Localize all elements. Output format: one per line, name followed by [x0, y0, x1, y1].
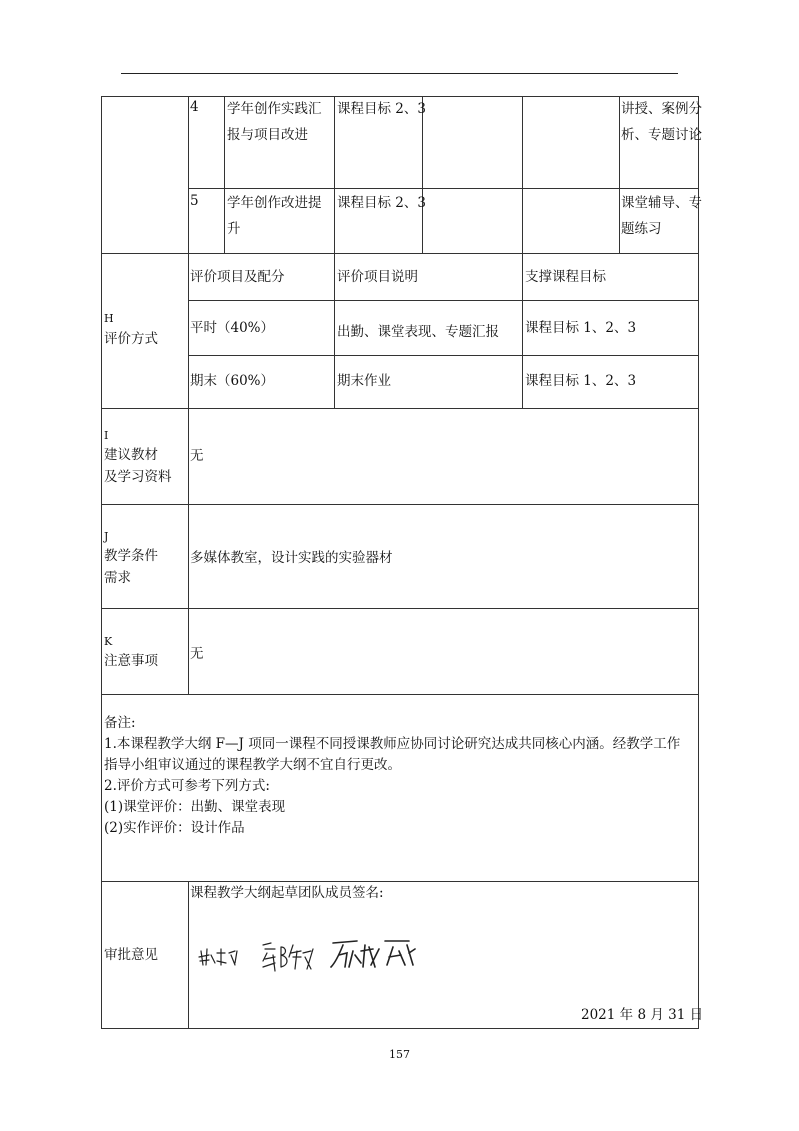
team-signatures: [193, 931, 453, 981]
notes-label: [104, 634, 158, 672]
evaluation-cell: 期末（60%）: [190, 373, 275, 389]
evaluation-cell: 课程目标 1、2、3: [525, 373, 637, 389]
method-line: 课堂辅导、专: [621, 195, 702, 211]
signature-prompt: 课程教学大纲起草团队成员签名:: [190, 885, 384, 901]
evaluation-header: 支撑课程目标: [525, 269, 606, 285]
method-line: 析、专题讨论: [621, 127, 702, 143]
schedule-row-method: [621, 190, 702, 242]
method-line: 讲授、案例分: [621, 101, 702, 117]
evaluation-cell: 课程目标 1、2、3: [525, 320, 637, 336]
notes-value: 无: [190, 646, 204, 662]
remarks-line: 备注:: [104, 715, 136, 731]
section-label: 教学条件: [104, 548, 158, 564]
schedule-row-target: 课程目标 2、3: [337, 195, 426, 211]
evaluation-cell: 期末作业: [337, 373, 391, 389]
remarks-block: [104, 713, 680, 839]
materials-value: 无: [190, 448, 204, 464]
topic-line: 学年创作改进提: [227, 195, 322, 211]
section-label: 评价方式: [104, 331, 158, 347]
topic-line: 学年创作实践汇: [227, 101, 322, 117]
evaluation-cell: 出勤、课堂表现、专题汇报: [337, 324, 499, 340]
approval-label: 审批意见: [104, 947, 158, 963]
section-label: 建议教材: [104, 447, 158, 463]
section-letter: K: [104, 635, 113, 648]
topic-line: 升: [227, 221, 241, 237]
evaluation-cell: 平时（40%）: [190, 320, 275, 336]
evaluation-label: [104, 309, 158, 349]
remarks-line: 2.评价方式可参考下列方式:: [104, 778, 270, 794]
schedule-row-topic: [227, 190, 322, 242]
remarks-line: (1)课堂评价：出勤、课堂表现: [104, 799, 286, 815]
header-rule: [121, 73, 678, 74]
conditions-value: 多媒体教室，设计实践的实验器材: [190, 550, 393, 566]
remarks-line: 指导小组审议通过的课程教学大纲不宜自行更改。: [104, 757, 401, 773]
section-label: 及学习资料: [104, 469, 172, 485]
evaluation-header: 评价项目说明: [337, 269, 418, 285]
topic-line: 报与项目改进: [227, 127, 308, 143]
remarks-line: (2)实作评价：设计作品: [104, 820, 245, 836]
schedule-row-topic: [227, 96, 322, 148]
method-line: 题练习: [621, 221, 662, 237]
remarks-line: 1.本课程教学大纲 F—J 项同一课程不同授课教师应协同讨论研究达成共同核心内涵。经教学工作: [104, 736, 681, 752]
materials-label: [104, 428, 172, 488]
schedule-row-target: 课程目标 2、3: [337, 101, 426, 117]
section-letter: H: [104, 312, 114, 325]
section-label: 需求: [104, 570, 131, 586]
section-letter: I: [104, 429, 109, 442]
section-label: 注意事项: [104, 653, 158, 669]
schedule-row-method: [621, 96, 702, 148]
evaluation-header: 评价项目及配分: [190, 269, 285, 285]
section-letter: J: [104, 530, 109, 543]
approval-date: 2021 年 8 月 31 日: [581, 1007, 704, 1023]
page-number: 157: [389, 1048, 410, 1061]
schedule-row-no: 5: [190, 193, 199, 209]
schedule-row-no: 4: [190, 99, 199, 115]
syllabus-table: [101, 96, 704, 1029]
conditions-label: [104, 529, 158, 589]
